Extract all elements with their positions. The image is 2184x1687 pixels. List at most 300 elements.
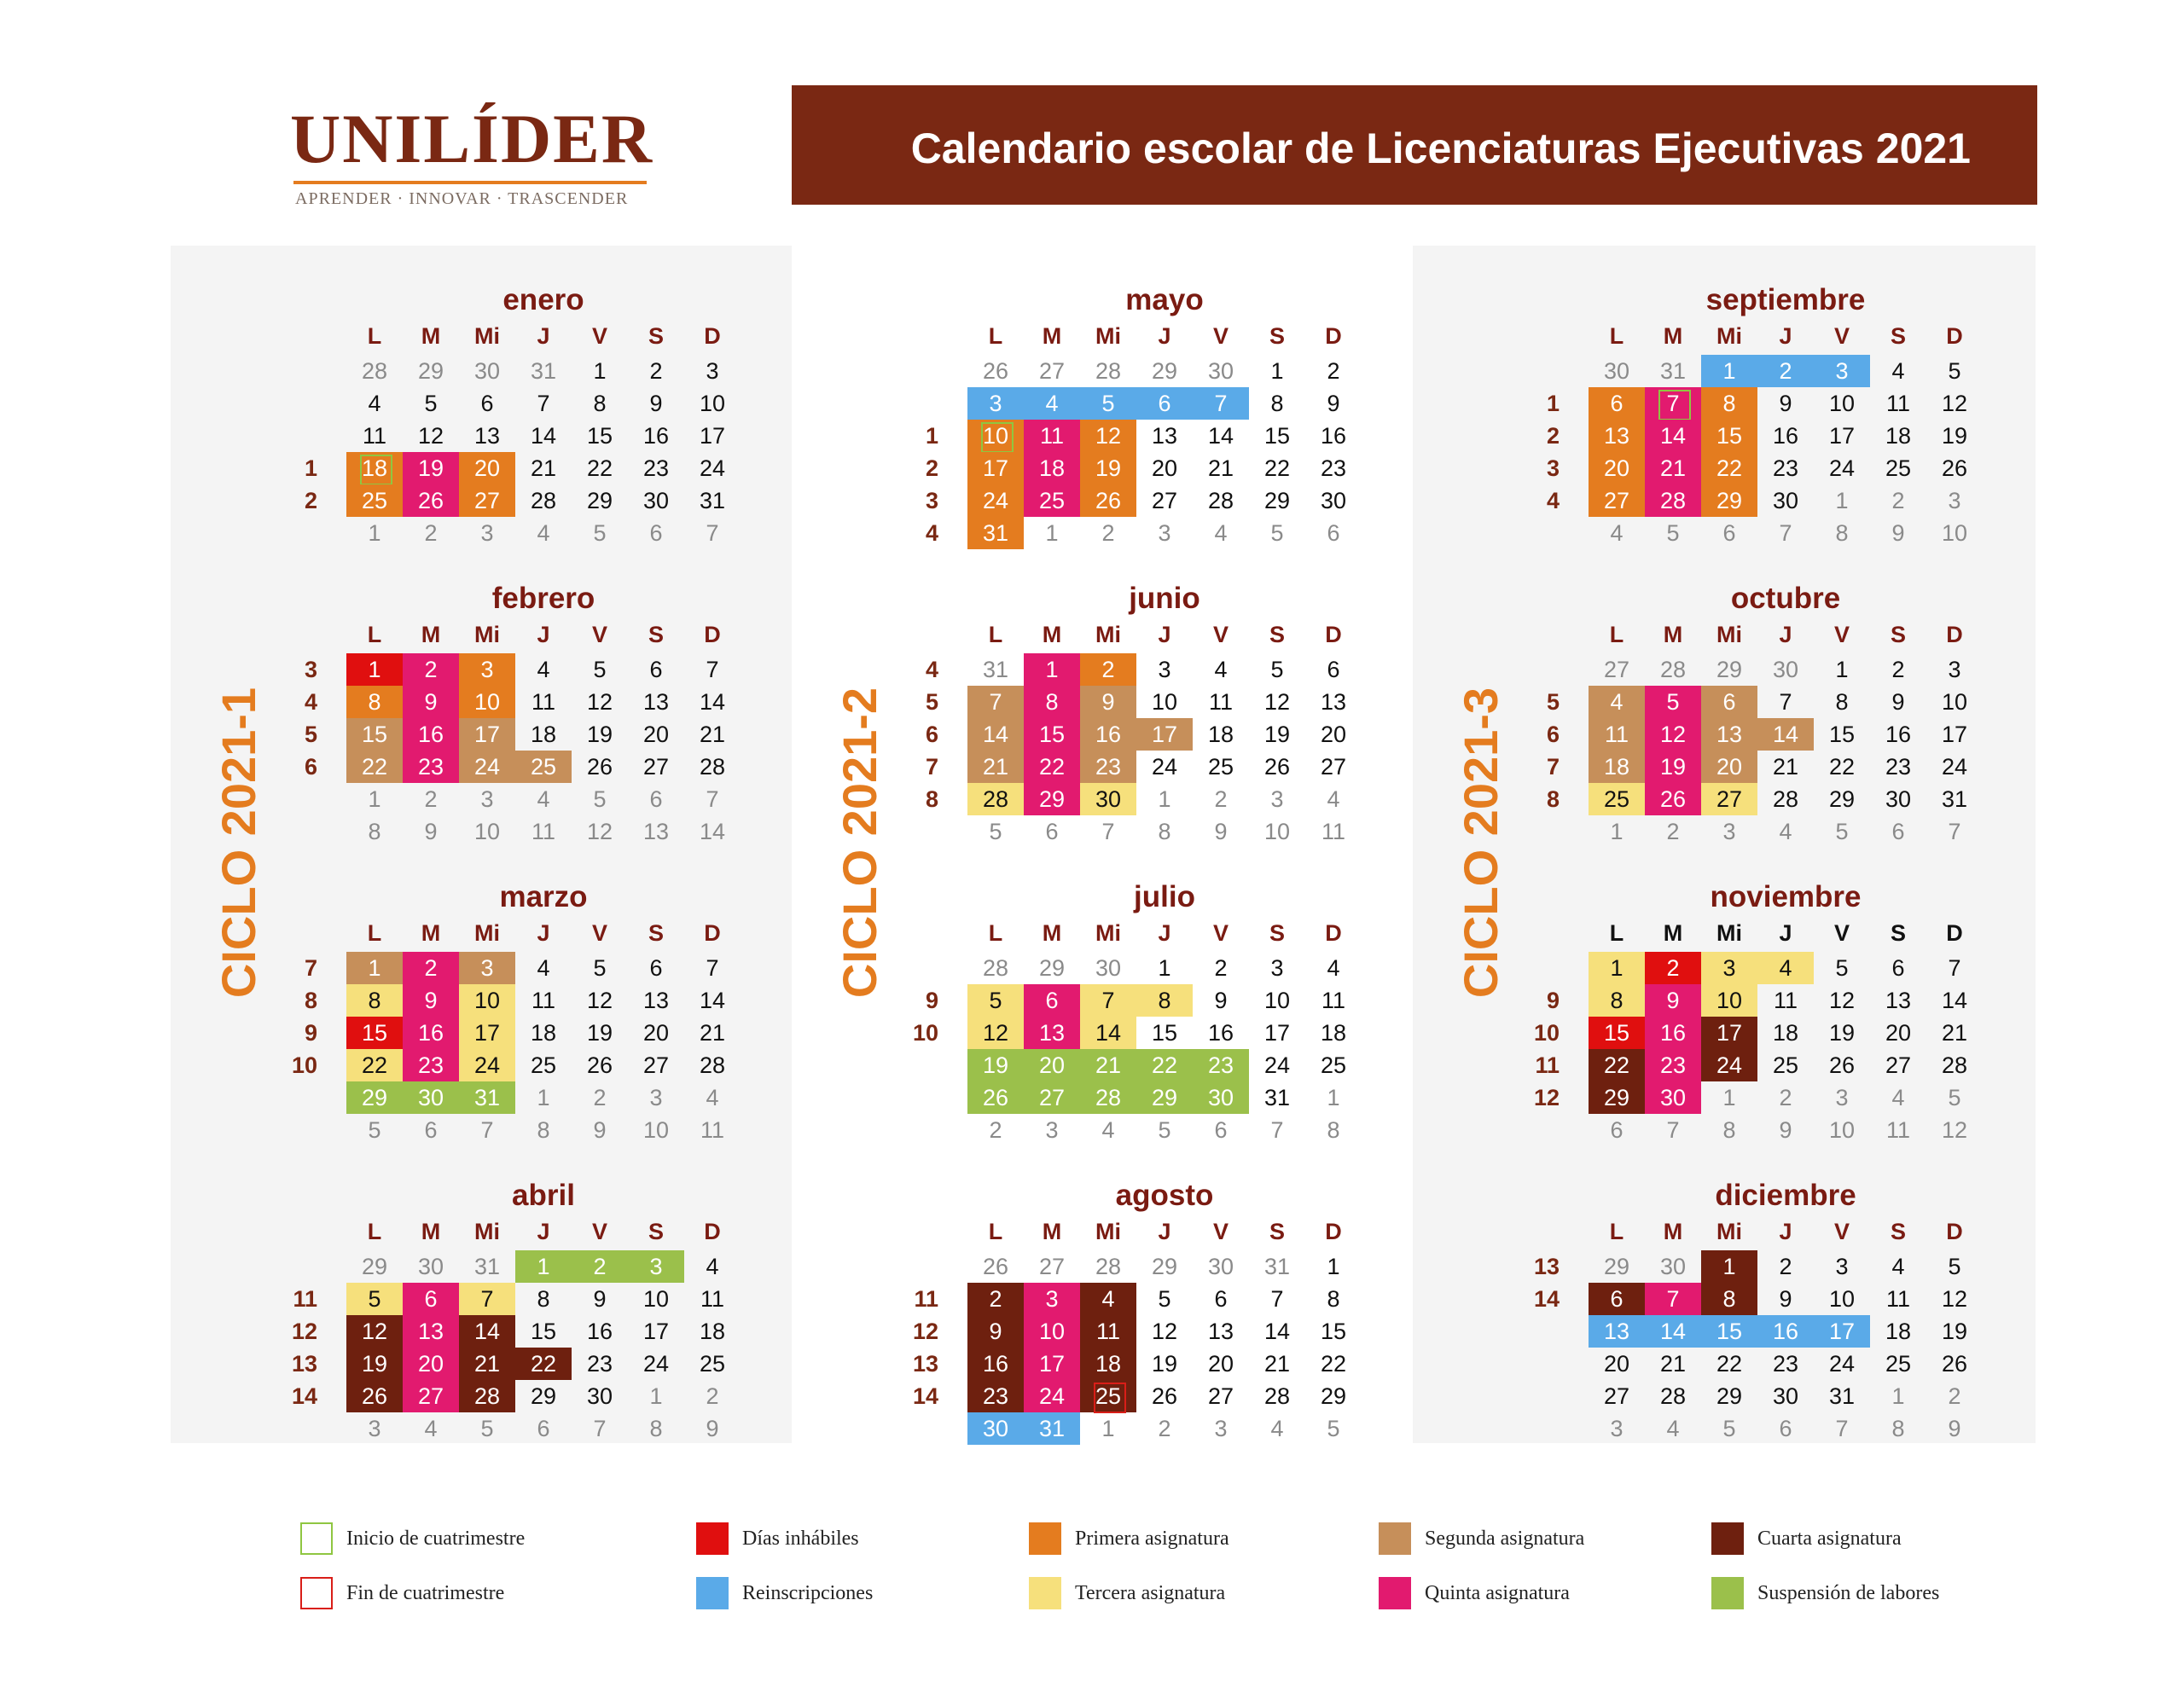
day-cell: 25 [1024, 484, 1080, 517]
day-cell: 4 [1214, 657, 1228, 682]
weekday-header: S [648, 1219, 664, 1244]
day-cell: 14 [967, 718, 1024, 751]
day-cell: 29 [1828, 786, 1856, 812]
day-cell: 24 [1263, 1052, 1291, 1078]
day-cell: 27 [459, 484, 515, 517]
month-title: diciembre [1715, 1179, 1856, 1212]
week-number: 4 [304, 689, 317, 715]
weekday-header: S [1269, 323, 1285, 349]
day-cell: 9 [1080, 686, 1136, 718]
day-cell: 5 [1835, 955, 1849, 981]
day-cell: 22 [586, 455, 613, 481]
weekday-header: L [367, 622, 382, 647]
day-cell: 6 [1589, 387, 1645, 420]
day-cell: 4 [1891, 1254, 1905, 1279]
day-cell: 10 [1263, 988, 1291, 1013]
day-cell: 26 [1151, 1383, 1178, 1409]
weekday-header: V [1212, 1219, 1228, 1244]
day-cell: 10 [1941, 520, 1968, 546]
day-cell: 2 [424, 786, 438, 812]
weekday-header: S [1890, 323, 1906, 349]
day-cell: 2 [593, 1085, 607, 1110]
legend-swatch [1379, 1577, 1411, 1609]
day-cell: 5 [1158, 1286, 1171, 1312]
day-cell: 20 [642, 722, 670, 747]
day-cell: 22 [1024, 751, 1080, 783]
day-cell: 9 [593, 1286, 607, 1312]
day-cell: 5 [1645, 686, 1701, 718]
day-cell: 28 [1207, 488, 1234, 513]
day-cell: 1 [1610, 819, 1623, 844]
day-cell: 8 [1024, 686, 1080, 718]
weekday-header: D [1946, 920, 1963, 946]
week-number: 7 [304, 955, 317, 981]
day-cell: 23 [1320, 455, 1347, 481]
day-cell: 12 [1151, 1319, 1178, 1344]
day-cell: 20 [1885, 1020, 1912, 1046]
weekday-header: M [1042, 622, 1062, 647]
week-number: 8 [925, 786, 938, 812]
month-title: abril [512, 1179, 575, 1212]
day-cell: 6 [1610, 1117, 1623, 1143]
day-cell: 19 [403, 452, 459, 484]
day-cell: 31 [699, 488, 726, 513]
day-cell: 21 [1659, 1351, 1687, 1377]
day-cell: 8 [368, 819, 381, 844]
day-cell: 5 [1270, 520, 1284, 546]
day-cell: 1 [1835, 657, 1849, 682]
day-cell: 29 [1320, 1383, 1347, 1409]
day-cell: 28 [361, 358, 388, 384]
day-cell: 30 [403, 1081, 459, 1114]
weekday-header: L [1609, 1219, 1624, 1244]
day-cell: 29 [1038, 955, 1066, 981]
day-cell: 1 [1835, 488, 1849, 513]
day-cell: 10 [1024, 1315, 1080, 1348]
day-cell: 21 [967, 751, 1024, 783]
day-cell: 31 [1828, 1383, 1856, 1409]
day-cell: 17 [1701, 1017, 1757, 1049]
day-cell: 8 [346, 984, 403, 1017]
weekday-header: D [1325, 323, 1342, 349]
week-number: 14 [1533, 1286, 1560, 1312]
day-cell: 26 [1941, 1351, 1968, 1377]
day-cell: 21 [699, 722, 726, 747]
day-cell: 10 [1828, 1286, 1856, 1312]
weekday-header: S [648, 323, 664, 349]
day-cell: 7 [1080, 984, 1136, 1017]
day-cell: 23 [1645, 1049, 1701, 1081]
day-cell: 11 [362, 423, 387, 449]
unilider-logo [290, 100, 654, 208]
day-cell: 12 [586, 819, 613, 844]
weekday-header: V [1833, 1219, 1850, 1244]
logo-underline [293, 181, 647, 184]
day-cell: 17 [459, 718, 515, 751]
day-cell: 6 [1214, 1286, 1228, 1312]
day-cell: 11 [1080, 1315, 1136, 1348]
day-cell: 7 [1270, 1117, 1284, 1143]
day-cell: 21 [530, 455, 557, 481]
day-cell: 20 [403, 1348, 459, 1380]
day-cell: 14 [1757, 718, 1814, 751]
weekday-header: L [988, 920, 1003, 946]
day-cell: 27 [1038, 358, 1066, 384]
day-cell: 26 [1263, 754, 1291, 780]
day-cell: 24 [1024, 1380, 1080, 1412]
day-cell: 29 [1024, 783, 1080, 815]
day-cell: 25 [515, 751, 572, 783]
day-cell: 5 [1666, 520, 1680, 546]
weekday-header: J [537, 323, 550, 349]
legend-swatch [300, 1577, 333, 1609]
day-cell: 12 [1941, 1117, 1968, 1143]
day-cell: 3 [368, 1416, 381, 1441]
day-cell: 6 [1045, 819, 1059, 844]
week-number: 9 [925, 988, 938, 1013]
day-cell: 1 [346, 653, 403, 686]
day-cell: 24 [1941, 754, 1968, 780]
day-cell: 1 [368, 786, 381, 812]
day-cell: 7 [480, 1117, 494, 1143]
day-cell: 15 [346, 1017, 403, 1049]
day-cell: 8 [649, 1416, 663, 1441]
day-cell: 22 [1828, 754, 1856, 780]
day-cell: 7 [1645, 1283, 1701, 1315]
day-cell: 5 [593, 786, 607, 812]
day-cell: 10 [1263, 819, 1291, 844]
day-cell: 1 [1589, 952, 1645, 984]
day-cell: 20 [1320, 722, 1347, 747]
weekday-header: L [1609, 920, 1624, 946]
weekday-header: Mi [474, 323, 500, 349]
day-cell: 27 [1701, 783, 1757, 815]
day-cell: 5 [424, 391, 438, 416]
legend-label: Suspensión de labores [1757, 1581, 1940, 1604]
day-cell: 10 [642, 1286, 670, 1312]
weekday-header: M [1042, 1219, 1062, 1244]
day-cell: 12 [1941, 391, 1968, 416]
week-number: 10 [1533, 1020, 1560, 1046]
day-cell: 15 [1263, 423, 1291, 449]
day-cell: 9 [1779, 391, 1792, 416]
day-cell: 4 [1757, 952, 1814, 984]
day-cell: 5 [593, 657, 607, 682]
day-cell: 15 [1701, 1315, 1757, 1348]
weekday-header: V [1833, 920, 1850, 946]
day-cell: 21 [1080, 1049, 1136, 1081]
day-cell: 10 [1701, 984, 1757, 1017]
day-cell: 13 [642, 689, 670, 715]
legend-label: Inicio de cuatrimestre [346, 1527, 526, 1550]
day-cell: 7 [459, 1283, 515, 1315]
day-cell: 2 [1891, 657, 1905, 682]
day-cell: 27 [1603, 1383, 1630, 1409]
day-cell: 13 [1589, 420, 1645, 452]
legend-item-suspension [1711, 1576, 1939, 1610]
day-cell: 6 [403, 1283, 459, 1315]
day-cell: 3 [1701, 952, 1757, 984]
day-cell: 26 [1828, 1052, 1856, 1078]
legend-swatch [696, 1577, 729, 1609]
weekday-header: S [648, 920, 664, 946]
day-cell: 16 [1772, 423, 1799, 449]
day-cell: 30 [586, 1383, 613, 1409]
day-cell: 6 [1327, 520, 1340, 546]
day-cell: 1 [1045, 520, 1059, 546]
week-number: 3 [304, 657, 317, 682]
day-cell: 31 [1024, 1412, 1080, 1445]
day-cell: 1 [1327, 1254, 1340, 1279]
month-title: julio [1134, 880, 1195, 913]
day-cell: 3 [1610, 1416, 1623, 1441]
day-cell: 2 [1214, 786, 1228, 812]
day-cell: 2 [1645, 952, 1701, 984]
day-cell: 16 [1207, 1020, 1234, 1046]
week-number: 5 [304, 722, 317, 747]
day-cell: 26 [586, 754, 613, 780]
day-cell: 4 [537, 955, 550, 981]
day-cell: 23 [642, 455, 670, 481]
day-cell: 23 [967, 1380, 1024, 1412]
day-cell: 8 [1136, 984, 1193, 1017]
day-cell: 18 [1207, 722, 1234, 747]
day-cell: 6 [649, 955, 663, 981]
day-cell: 7 [1666, 1117, 1680, 1143]
day-cell: 7 [537, 391, 550, 416]
week-number: 2 [304, 488, 317, 513]
day-cell: 29 [1716, 1383, 1743, 1409]
day-cell: 3 [1814, 355, 1870, 387]
weekday-header: J [1779, 1219, 1792, 1244]
day-cell: 10 [459, 686, 515, 718]
day-cell: 28 [967, 783, 1024, 815]
day-cell: 4 [1610, 520, 1623, 546]
day-cell: 18 [1024, 452, 1080, 484]
day-cell: 4 [1270, 1416, 1284, 1441]
day-cell: 3 [1024, 1283, 1080, 1315]
day-cell: 16 [586, 1319, 613, 1344]
legend-label: Cuarta asignatura [1757, 1527, 1902, 1550]
day-cell: 7 [706, 955, 719, 981]
day-cell: 12 [417, 423, 444, 449]
day-cell: 4 [537, 786, 550, 812]
day-cell: 1 [537, 1085, 550, 1110]
week-number: 10 [912, 1020, 938, 1046]
day-cell: 2 [649, 358, 663, 384]
week-number: 4 [925, 657, 938, 682]
day-cell: 21 [1645, 452, 1701, 484]
day-cell: 28 [1645, 484, 1701, 517]
day-cell: 7 [706, 520, 719, 546]
day-cell: 22 [1136, 1049, 1193, 1081]
day-cell: 20 [1151, 455, 1178, 481]
day-cell: 19 [1645, 751, 1701, 783]
weekday-header: Mi [1095, 622, 1121, 647]
day-cell: 11 [700, 1117, 725, 1143]
week-number: 6 [925, 722, 938, 747]
weekday-header: D [704, 1219, 721, 1244]
cycle-panel-2 [792, 246, 1414, 1443]
week-number: 3 [1546, 455, 1560, 481]
week-number: 13 [912, 1351, 938, 1377]
day-cell: 14 [1080, 1017, 1136, 1049]
day-cell: 31 [459, 1081, 515, 1114]
day-cell: 23 [1772, 455, 1799, 481]
day-cell: 17 [699, 423, 726, 449]
week-number: 5 [1546, 689, 1560, 715]
day-cell: 9 [1779, 1117, 1792, 1143]
week-number: 1 [304, 455, 317, 481]
day-cell: 11 [1589, 718, 1645, 751]
day-cell: 9 [424, 819, 438, 844]
day-cell: 29 [361, 1254, 388, 1279]
day-cell: 8 [537, 1286, 550, 1312]
legend-label: Segunda asignatura [1425, 1527, 1585, 1550]
day-cell: 6 [1891, 819, 1905, 844]
day-cell: 7 [1948, 955, 1961, 981]
weekday-header: M [1042, 323, 1062, 349]
day-cell: 12 [346, 1315, 403, 1348]
day-cell: 18 [1080, 1348, 1136, 1380]
day-cell: 18 [1772, 1020, 1799, 1046]
week-number: 13 [291, 1351, 317, 1377]
day-cell: 24 [699, 455, 726, 481]
month-octubre [1413, 582, 2010, 872]
day-cell: 25 [1320, 1052, 1347, 1078]
day-cell: 9 [649, 391, 663, 416]
day-cell: 5 [1835, 819, 1849, 844]
weekday-header: J [537, 1219, 550, 1244]
day-cell: 5 [346, 1283, 403, 1315]
legend-swatch [300, 1522, 333, 1555]
day-cell: 30 [1885, 786, 1912, 812]
day-cell: 8 [1270, 391, 1284, 416]
day-cell: 12 [1080, 420, 1136, 452]
month-enero [171, 283, 768, 573]
day-cell: 25 [1772, 1052, 1799, 1078]
day-cell: 9 [1327, 391, 1340, 416]
day-cell: 10 [1828, 1117, 1856, 1143]
weekday-header: D [704, 920, 721, 946]
day-cell: 28 [1659, 1383, 1687, 1409]
day-cell: 5 [1948, 1085, 1961, 1110]
week-number: 4 [1546, 488, 1560, 513]
day-cell: 11 [1321, 819, 1346, 844]
day-cell: 7 [967, 686, 1024, 718]
day-cell: 1 [1024, 653, 1080, 686]
day-cell: 20 [459, 452, 515, 484]
day-cell: 2 [572, 1250, 628, 1283]
week-number: 8 [1546, 786, 1560, 812]
day-cell: 5 [989, 819, 1002, 844]
weekday-header: J [1158, 622, 1171, 647]
day-cell: 4 [706, 1085, 719, 1110]
day-cell: 12 [1263, 689, 1291, 715]
day-cell: 3 [1948, 488, 1961, 513]
weekday-header: S [1890, 1219, 1906, 1244]
day-cell: 2 [1101, 520, 1115, 546]
day-cell: 27 [1038, 1254, 1066, 1279]
weekday-header: Mi [474, 622, 500, 647]
title-banner [792, 85, 2037, 205]
day-cell: 9 [1948, 1416, 1961, 1441]
week-number: 8 [304, 988, 317, 1013]
day-cell: 6 [1214, 1117, 1228, 1143]
day-cell: 10 [642, 1117, 670, 1143]
weekday-header: J [1779, 622, 1792, 647]
day-cell: 29 [1151, 358, 1178, 384]
legend-swatch [1029, 1522, 1061, 1555]
legend-item-reinscripcion [696, 1576, 873, 1610]
day-cell: 25 [1885, 1351, 1912, 1377]
legend-label: Quinta asignatura [1425, 1581, 1570, 1604]
day-cell: 2 [1214, 955, 1228, 981]
day-cell: 17 [459, 1017, 515, 1049]
day-cell: 1 [1701, 355, 1757, 387]
month-title: mayo [1125, 283, 1204, 316]
day-cell: 4 [1327, 786, 1340, 812]
weekday-header: J [1158, 1219, 1171, 1244]
cycle-label: CICLO 2021-2 [833, 687, 886, 999]
day-cell: 3 [649, 1085, 663, 1110]
day-cell: 9 [1214, 819, 1228, 844]
day-cell: 28 [1772, 786, 1799, 812]
legend-label: Reinscripciones [742, 1581, 874, 1604]
day-cell: 6 [649, 657, 663, 682]
weekday-header: V [591, 622, 607, 647]
day-cell: 3 [706, 358, 719, 384]
day-cell: 9 [1214, 988, 1228, 1013]
day-cell: 19 [1828, 1020, 1856, 1046]
day-cell: 27 [1207, 1383, 1234, 1409]
day-cell: 9 [403, 984, 459, 1017]
day-cell: 1 [1158, 786, 1171, 812]
month-title: agosto [1115, 1179, 1214, 1212]
day-cell: 28 [1263, 1383, 1291, 1409]
day-cell: 12 [586, 988, 613, 1013]
day-cell: 22 [1701, 452, 1757, 484]
legend-label: Tercera asignatura [1075, 1581, 1226, 1604]
day-cell: 17 [1814, 1315, 1870, 1348]
day-cell: 6 [1779, 1416, 1792, 1441]
day-cell: 31 [473, 1254, 501, 1279]
day-cell: 2 [989, 1117, 1002, 1143]
day-cell: 14 [1645, 1315, 1701, 1348]
weekday-header: M [421, 920, 441, 946]
day-cell: 2 [403, 653, 459, 686]
day-cell: 17 [967, 452, 1024, 484]
day-cell: 8 [1891, 1416, 1905, 1441]
day-cell: 30 [1772, 488, 1799, 513]
weekday-header: L [988, 323, 1003, 349]
legend-label: Primera asignatura [1075, 1527, 1229, 1550]
day-cell: 22 [1716, 1351, 1743, 1377]
weekday-header: L [367, 323, 382, 349]
day-cell: 29 [1603, 1254, 1630, 1279]
day-cell: 16 [642, 423, 670, 449]
day-cell: 6 [480, 391, 494, 416]
week-number: 9 [1546, 988, 1560, 1013]
legend-label: Días inhábiles [742, 1527, 859, 1550]
day-cell: 11 [531, 988, 556, 1013]
day-cell: 7 [1779, 689, 1792, 715]
day-cell: 18 [1320, 1020, 1347, 1046]
weekday-header: J [1158, 920, 1171, 946]
day-cell: 23 [586, 1351, 613, 1377]
weekday-header: J [537, 920, 550, 946]
day-cell: 2 [1080, 653, 1136, 686]
